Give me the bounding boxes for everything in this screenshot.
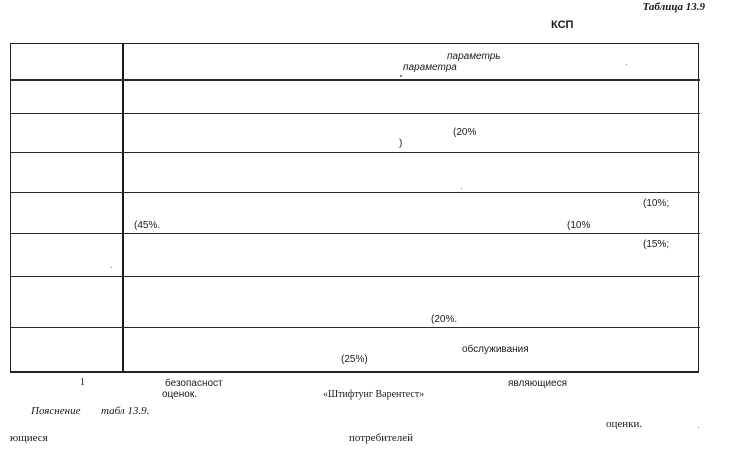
text-evaluations: оценки. [606,418,643,430]
table-row-divider [10,113,700,114]
table-row-divider [10,327,700,328]
explanation-table-ref: табл 13.9. [101,405,150,417]
scan-speck [400,75,402,77]
table-row-divider [10,192,700,193]
text-being: являющиеся [508,378,568,389]
cell-service: обслуживания [462,344,529,355]
table-row-divider [10,152,700,153]
header-cell-line-2: параметра [403,62,457,73]
explanation-label: Пояснение [31,405,81,417]
cell-percent-10-mid: (10% [567,220,591,231]
table-row-divider [10,233,700,234]
table-row-divider [10,276,700,277]
header-cell-line-1: параметрь [447,51,501,62]
text-fragment-left: ющиеся [10,432,48,444]
text-stiftung-warentest: «Штифтунг Варентест» [323,389,425,400]
cell-percent-15: (15%; [643,239,670,250]
cell-percent-25: (25%) [341,354,368,365]
text-consumers: потребителей [349,432,413,444]
cell-percent-10-right: (10%; [643,198,670,209]
footnote-number: 1 [80,377,85,388]
text-assessments: оценок. [162,389,197,400]
text-safety: безопасност [165,378,223,389]
cell-percent-20-b: (20%. [431,314,458,325]
cell-percent-20-a: (20% [453,127,477,138]
table-title: КСП [551,19,574,31]
scan-speck [461,188,462,189]
table-row-divider [10,79,700,81]
scan-speck [111,267,112,268]
scan-speck [626,64,627,65]
table-frame [10,43,699,373]
scan-speck [698,427,699,428]
cell-mark: ) [399,138,403,149]
cell-percent-45: (45%. [134,220,161,231]
table-number-label: Таблица 13.9 [642,1,705,13]
table-column-divider [122,43,124,373]
